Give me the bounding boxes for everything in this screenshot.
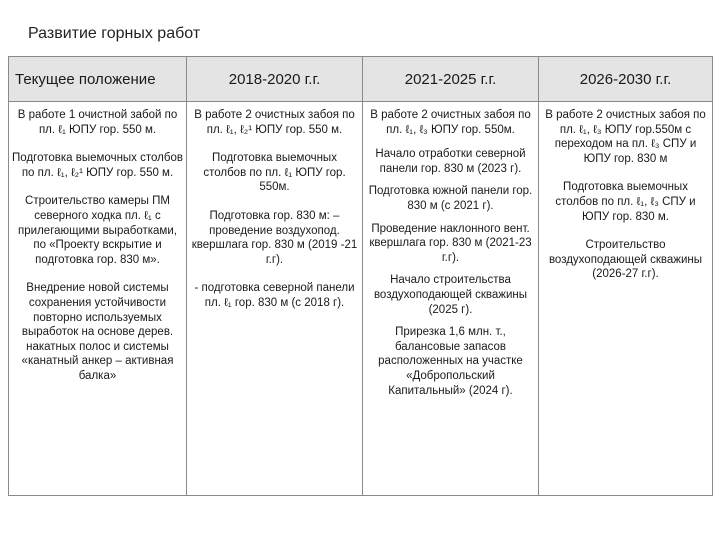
cell-paragraph: Внедрение новой системы сохранения устойчивости повторно используемых выработок на основе дерев. накатных полос и системы «канатный анкер – активная балка» [21, 282, 174, 382]
header-2018-2020: 2018-2020 г.г. [187, 57, 363, 102]
header-current-state: Текущее положение [9, 57, 187, 102]
table-header-row [9, 57, 713, 102]
mining-plan-table [8, 56, 713, 496]
cell-paragraph: - подготовка северной панели пл. ℓ₁ гор. 830 м (с 2018 г). [194, 282, 355, 309]
cell-paragraph: Начало строительства воздухоподающей скважины (2025 г). [373, 274, 528, 316]
cell-2021-2025 [363, 102, 539, 496]
cell-paragraph: Подготовка выемочных столбов по пл. ℓ₁, ℓ₃ СПУ и ЮПУ гор. 830 м. [555, 181, 696, 223]
slide-title: Развитие горных работ [28, 25, 201, 42]
cell-paragraph: Проведение наклонного вент. квершлага гор. 830 м (2021-23 г.г). [369, 222, 532, 264]
cell-2026-2030 [539, 102, 713, 496]
header-2026-2030: 2026-2030 г.г. [539, 57, 713, 102]
cell-paragraph: В работе 2 очистных забоя по пл. ℓ₁, ℓ₂¹ ЮПУ гор. 550 м. [194, 109, 355, 136]
cell-paragraph: Подготовка южной панели гор. 830 м (с 2021 г). [368, 185, 533, 212]
cell-current-state [9, 102, 187, 496]
table-row [9, 102, 713, 496]
cell-paragraph: Строительство воздухоподающей скважины (2026-27 г.г). [548, 239, 703, 281]
cell-paragraph: Прирезка 1,6 млн. т., балансовые запасов расположенных на участке «Добропольский Капитальный» (2024 г). [378, 326, 523, 397]
header-2021-2025: 2021-2025 г.г. [363, 57, 539, 102]
cell-paragraph: В работе 1 очистной забой по пл. ℓ₁ ЮПУ гор. 550 м. [17, 109, 178, 136]
cell-paragraph: Подготовка выемочных столбов по пл. ℓ₁, ℓ₂¹ ЮПУ гор. 550 м. [12, 152, 183, 179]
cell-paragraph: Строительство камеры ПМ северного ходка пл. ℓ₁ с прилегающими выработками, по «Проекту вскрытие и подготовка гор. 830 м». [18, 195, 177, 266]
cell-paragraph: В работе 2 очистных забоя по пл. ℓ₁, ℓ₃ ЮПУ гор. 550м. [370, 109, 531, 136]
cell-paragraph: В работе 2 очистных забоя по пл. ℓ₁, ℓ₃ ЮПУ гор.550м с переходом на пл. ℓ₃ СПУ и ЮПУ гор. 830 м [545, 109, 706, 165]
cell-paragraph: Начало отработки северной панели гор. 830 м (2023 г). [375, 148, 526, 175]
cell-paragraph: Подготовка гор. 830 м: – проведение воздухопод. квершлага гор. 830 м (2019 -21 г.г). [191, 209, 358, 266]
cell-paragraph: Подготовка выемочных столбов по пл. ℓ₁ ЮПУ гор. 550м. [203, 152, 346, 194]
cell-2018-2020 [187, 102, 363, 496]
